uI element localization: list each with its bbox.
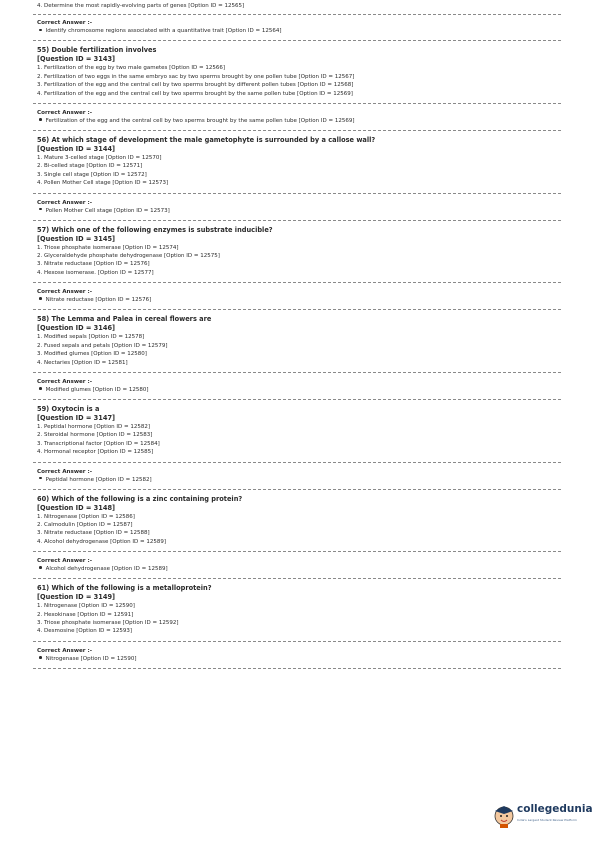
- correct-answer: Alcohol dehydrogenase [Option ID = 12589]: [33, 565, 561, 573]
- option-item: 4. Determine the most rapidly-evolving parts of genes [Option ID = 12565]: [37, 3, 245, 9]
- divider: [33, 462, 561, 463]
- option-item: 2. Hexokinase [Option ID = 12591]: [37, 611, 134, 618]
- correct-answer: Peptidal hormone [Option ID = 12582]: [33, 476, 561, 484]
- question-id: [Question ID = 3147]: [37, 413, 116, 422]
- bullet-icon: [39, 29, 42, 32]
- question-title: 59) Oxytocin is a: [37, 404, 100, 413]
- option-item: 4. Nectaries [Option ID = 12581]: [37, 359, 128, 366]
- question-list: [33, 41, 561, 668]
- document-page: [33, 0, 561, 669]
- question-id: [Question ID = 3145]: [37, 234, 116, 243]
- logo-name: collegedunia: [517, 803, 593, 815]
- divider: [33, 641, 561, 642]
- option-item: 4. Pollen Mother Cell stage [Option ID = 12573]: [37, 180, 169, 187]
- option-item: 3. Modified glumes [Option ID = 12580]: [37, 351, 147, 358]
- option-item: 1. Peptidal hormone [Option ID = 12582]: [37, 423, 151, 430]
- option-item: 4. Desmosine [Option ID = 12593]: [37, 628, 133, 635]
- mascot-icon: [493, 802, 515, 828]
- option-item: 1. Nitrogenase [Option ID = 12586]: [37, 513, 135, 520]
- correct-answer: Identify chromosome regions associated with a quantitative trait [Option ID = 12564]: [33, 27, 561, 35]
- correct-answer: Nitrogenase [Option ID = 12590]: [33, 655, 561, 663]
- option-item: 3. Single cell stage [Option ID = 12572]: [37, 171, 147, 178]
- option-item: 3. Triose phosphate isomerase [Option ID = 12592]: [37, 619, 179, 626]
- option-item: 2. Glyceraldehyde phosphate dehydrogenase [Option ID = 12575]: [37, 253, 220, 260]
- divider: [33, 668, 561, 669]
- correct-answer: Nitrate reductase [Option ID = 12576]: [33, 296, 561, 304]
- option-item: 1. Triose phosphate isomerase [Option ID = 12574]: [37, 244, 179, 251]
- question-block: [33, 310, 561, 400]
- correct-answer-label: Correct Answer :-: [37, 647, 93, 654]
- bullet-icon: [39, 297, 42, 300]
- correct-answer: Fertilization of the egg and the central cell by two sperms brought by the same pollen tube [Option ID = 12569]: [33, 117, 561, 125]
- correct-answer-label: Correct Answer :-: [37, 110, 93, 117]
- question-block-prev: [33, 0, 561, 41]
- question-block: [33, 131, 561, 221]
- option-item: 1. Mature 3-celled stage [Option ID = 12570]: [37, 155, 162, 162]
- question-title: 57) Which one of the following enzymes is substrate inducible?: [37, 225, 273, 234]
- option-item: 3. Transcriptional factor [Option ID = 12584]: [37, 440, 160, 447]
- option-item: 4. Alcohol dehydrogenase [Option ID = 12589]: [37, 538, 166, 545]
- bullet-icon: [39, 208, 42, 211]
- option-item: 4. Hexose isomerase. [Option ID = 12577]: [37, 269, 154, 276]
- option-item: 1. Modified sepals [Option ID = 12578]: [37, 334, 145, 341]
- bullet-icon: [39, 387, 42, 390]
- bullet-icon: [39, 566, 42, 569]
- correct-answer-label: Correct Answer :-: [37, 199, 93, 206]
- question-title: 60) Which of the following is a zinc containing protein?: [37, 494, 243, 503]
- question-id: [Question ID = 3148]: [37, 503, 116, 512]
- question-id: [Question ID = 3143]: [37, 55, 116, 64]
- correct-answer: Pollen Mother Cell stage [Option ID = 12573]: [33, 207, 561, 215]
- option-item: 3. Nitrate reductase [Option ID = 12588]: [37, 530, 150, 537]
- option-item: 2. Calmodulin [Option ID = 12587]: [37, 521, 133, 528]
- divider: [33, 372, 561, 373]
- option-item: 4. Hormonal receptor [Option ID = 12585]: [37, 449, 154, 456]
- question-block: [33, 41, 561, 131]
- option-item: 3. Nitrate reductase [Option ID = 12576]: [37, 261, 150, 268]
- correct-answer-label: Correct Answer :-: [37, 289, 93, 296]
- bullet-icon: [39, 656, 42, 659]
- option-item: 2. Fused sepals and petals [Option ID = 12579]: [37, 342, 168, 349]
- option-item: 2. Fertilization of two eggs in the same embryo sac by two sperms brought by one pollen tube [Option ID = 12567]: [37, 73, 355, 80]
- question-block: [33, 579, 561, 669]
- logo-tagline: India's Largest Student Review Platform: [517, 818, 577, 822]
- question-id: [Question ID = 3149]: [37, 593, 116, 602]
- option-item: 3. Fertilization of the egg and the central cell by two sperms brought by different pollen tubes [Option ID = 12568]: [37, 82, 354, 89]
- bullet-icon: [39, 477, 42, 480]
- question-title: 55) Double fertilization involves: [37, 46, 157, 55]
- question-title: 56) At which stage of development the male gametophyte is surrounded by a callose wall?: [37, 136, 376, 145]
- correct-answer: Modified glumes [Option ID = 12580]: [33, 386, 561, 394]
- option-item: 2. Bi-celled stage [Option ID = 12571]: [37, 163, 143, 170]
- question-title: 58) The Lemma and Palea in cereal flowers are: [37, 315, 212, 324]
- question-block: [33, 400, 561, 490]
- question-id: [Question ID = 3146]: [37, 324, 116, 333]
- divider: [33, 282, 561, 283]
- divider: [33, 551, 561, 552]
- divider: [33, 103, 561, 104]
- bullet-icon: [39, 118, 42, 121]
- question-block: [33, 221, 561, 311]
- question-block: [33, 490, 561, 580]
- option-item: 4. Fertilization of the egg and the central cell by two sperms brought by the same pollen tube [Option ID = 12569]: [37, 90, 353, 97]
- option-item: 2. Steroidal hormone [Option ID = 12583]: [37, 432, 153, 439]
- option-item: 1. Fertilization of the egg by two male gametes [Option ID = 12566]: [37, 65, 225, 72]
- option-item: 1. Nitrogenase [Option ID = 12590]: [37, 603, 135, 610]
- question-title: 61) Which of the following is a metalloprotein?: [37, 584, 212, 593]
- correct-answer-label: Correct Answer :-: [37, 558, 93, 565]
- correct-answer-label: Correct Answer :-: [37, 468, 93, 475]
- correct-answer-label: Correct Answer :-: [37, 378, 93, 385]
- divider: [33, 14, 561, 15]
- question-id: [Question ID = 3144]: [37, 145, 116, 154]
- correct-answer-label: Correct Answer :-: [37, 20, 93, 27]
- collegedunia-logo: [493, 801, 593, 831]
- divider: [33, 193, 561, 194]
